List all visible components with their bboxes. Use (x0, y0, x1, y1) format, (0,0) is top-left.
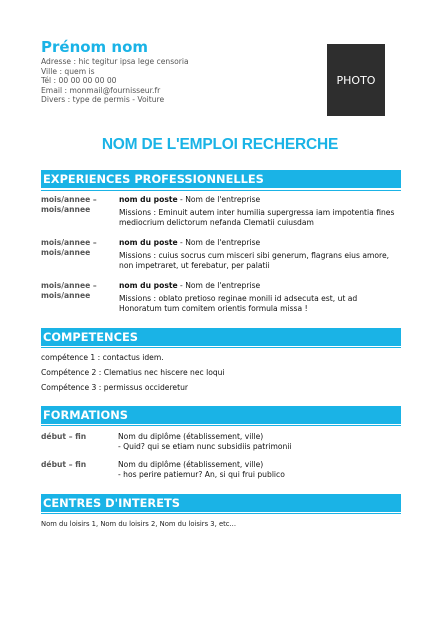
section-underline (41, 347, 401, 348)
formation-item (41, 432, 401, 454)
experience-missions: Missions : cuius socrus cum misceri sibi generum, flagrans eius amore, non impetraret, ut ferebatur, per palatii (119, 251, 390, 270)
experience-body (119, 238, 401, 271)
section-title-interets: CENTRES D'INTERETS (41, 494, 401, 512)
company-name: - Nom de l'entreprise (177, 195, 261, 204)
date-start: mois/annee – (41, 195, 97, 204)
date-end: mois/annee (41, 205, 91, 214)
experience-dates (41, 238, 97, 258)
contact-misc: Divers : type de permis - Voiture (41, 95, 165, 105)
competences-list (41, 350, 225, 395)
poste-name: nom du poste (119, 238, 178, 247)
photo-placeholder (327, 44, 385, 116)
job-title: NOM DE L'EMPLOI RECHERCHE (101, 136, 339, 153)
formation-dates: début – fin (41, 432, 87, 441)
formation-detail: - hos perire patiemur? An, si qui frui publico (118, 470, 285, 479)
section-underline (41, 190, 401, 191)
experience-poste (119, 238, 401, 248)
candidate-name: Prénom nom (41, 38, 149, 56)
contact-city: Ville : quem is (41, 66, 95, 76)
contact-address: Adresse : hic tegitur ipsa lege censoria (41, 57, 189, 66)
experience-item (41, 238, 401, 278)
competence-item: Compétence 2 : Clematius nec hiscere nec loqui (41, 368, 225, 377)
date-end: mois/annee (41, 291, 91, 300)
formation-dates: début – fin (41, 460, 87, 469)
formation-detail: - Quid? qui se etiam nunc subsidiis patrimonii (118, 442, 292, 451)
section-title-competences: COMPETENCES (41, 328, 401, 346)
experience-item (41, 281, 401, 321)
section-title-formations: FORMATIONS (41, 406, 401, 424)
experience-poste (119, 195, 401, 205)
contact-block (41, 57, 189, 105)
experience-missions: Missions : oblato pretioso reginae monili id adsecuta est, ut ad Honoratum tum comitem orientis formula missa ! (119, 294, 358, 313)
experience-item (41, 195, 401, 235)
experience-body (119, 281, 401, 314)
formation-diplome: Nom du diplôme (établissement, ville) (118, 460, 264, 469)
company-name: - Nom de l'entreprise (177, 238, 261, 247)
section-underline (41, 425, 401, 426)
company-name: - Nom de l'entreprise (177, 281, 261, 290)
formation-item (41, 460, 401, 482)
experience-missions: Missions : Eminuit autem inter humilia supergressa iam impotentia fines mediocrium delictorum nefanda Clematii cuiusdam (119, 208, 395, 227)
formation-body (118, 432, 401, 452)
photo-label: PHOTO (336, 73, 376, 87)
experience-dates (41, 281, 97, 301)
interets-text: Nom du loisirs 1, Nom du loisirs 2, Nom du loisirs 3, etc... (41, 520, 237, 528)
date-start: mois/annee – (41, 238, 97, 247)
contact-phone: Tél : 00 00 00 00 00 (41, 76, 117, 86)
poste-name: nom du poste (119, 281, 178, 290)
experience-poste (119, 281, 401, 291)
contact-email: Email : monmail@fournisseur.fr (41, 85, 161, 95)
competence-item: Compétence 3 : permissus occideretur (41, 383, 188, 392)
date-end: mois/annee (41, 248, 91, 257)
section-underline (41, 513, 401, 514)
formation-body (118, 460, 401, 480)
competence-item: compétence 1 : contactus idem. (41, 353, 164, 362)
date-start: mois/annee – (41, 281, 97, 290)
poste-name: nom du poste (119, 195, 178, 204)
experience-body (119, 195, 401, 228)
experience-dates (41, 195, 97, 215)
formation-diplome: Nom du diplôme (établissement, ville) (118, 432, 264, 441)
section-title-experiences: EXPERIENCES PROFESSIONNELLES (41, 170, 401, 188)
